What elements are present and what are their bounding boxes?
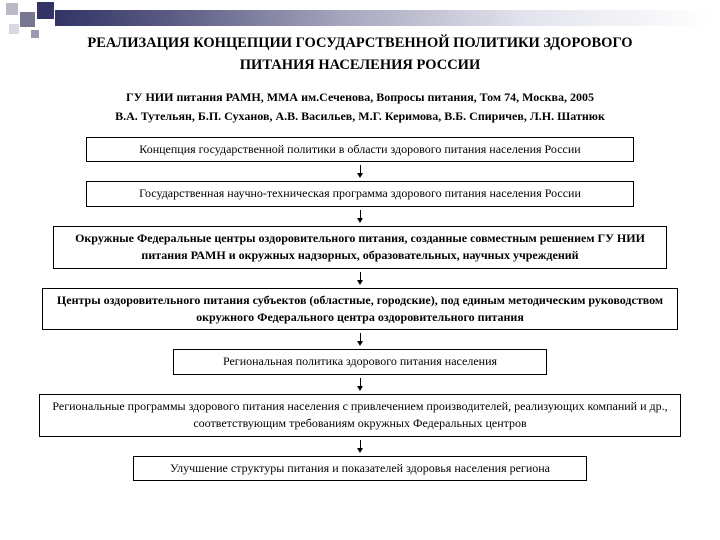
authors-line: В.А. Тутельян, Б.П. Суханов, А.В. Васильев, М.Г. Керимова, В.Б. Спиричев, Л.Н. Шатнюк: [115, 108, 605, 123]
flow-box-concept: Концепция государственной политики в области здорового питания населения России: [86, 137, 634, 162]
mosaic-square-icon: [37, 2, 54, 19]
mosaic-square-icon: [9, 24, 19, 34]
flow-box-regional-policy: Региональная политика здорового питания населения: [173, 349, 547, 374]
flow-box-federal-centers: Окружные Федеральные центры оздоровительного питания, созданные совместным решением ГУ НИИ питания РАМН и окружных надзорных, образовательных, научных учреждений: [53, 226, 667, 269]
flow-box-regional-centers: Центры оздоровительного питания субъектов (областные, городские), под единым методическим руководством окружного Федерального центра оздоровительного питания: [42, 288, 678, 331]
down-arrow-icon: [356, 165, 365, 178]
mosaic-square-icon: [6, 3, 18, 15]
top-gradient-bar: [55, 10, 713, 26]
source-line: ГУ НИИ питания РАМН, ММА им.Сеченова, Вопросы питания, Том 74, Москва, 2005: [126, 90, 594, 104]
flowchart: [0, 137, 720, 481]
down-arrow-icon: [356, 272, 365, 285]
down-arrow-icon: [356, 440, 365, 453]
flow-box-regional-programs: Региональные программы здорового питания населения с привлечением производителей, реализующих компаний и др., соответствующим требованиям окружных Федеральных центров: [39, 394, 681, 437]
flow-box-outcome: Улучшение структуры питания и показателей здоровья населения региона: [133, 456, 587, 481]
down-arrow-icon: [356, 333, 365, 346]
slide-title: РЕАЛИЗАЦИЯ КОНЦЕПЦИИ ГОСУДАРСТВЕННОЙ ПОЛИТИКИ ЗДОРОВОГО ПИТАНИЯ НАСЕЛЕНИЯ РОССИИ: [87, 35, 633, 73]
slide-subtitle: [30, 88, 690, 125]
down-arrow-icon: [356, 210, 365, 223]
mosaic-square-icon: [20, 12, 35, 27]
flow-box-state-program: Государственная научно-техническая программа здорового питания населения России: [86, 181, 634, 206]
down-arrow-icon: [356, 378, 365, 391]
mosaic-square-icon: [31, 30, 39, 38]
